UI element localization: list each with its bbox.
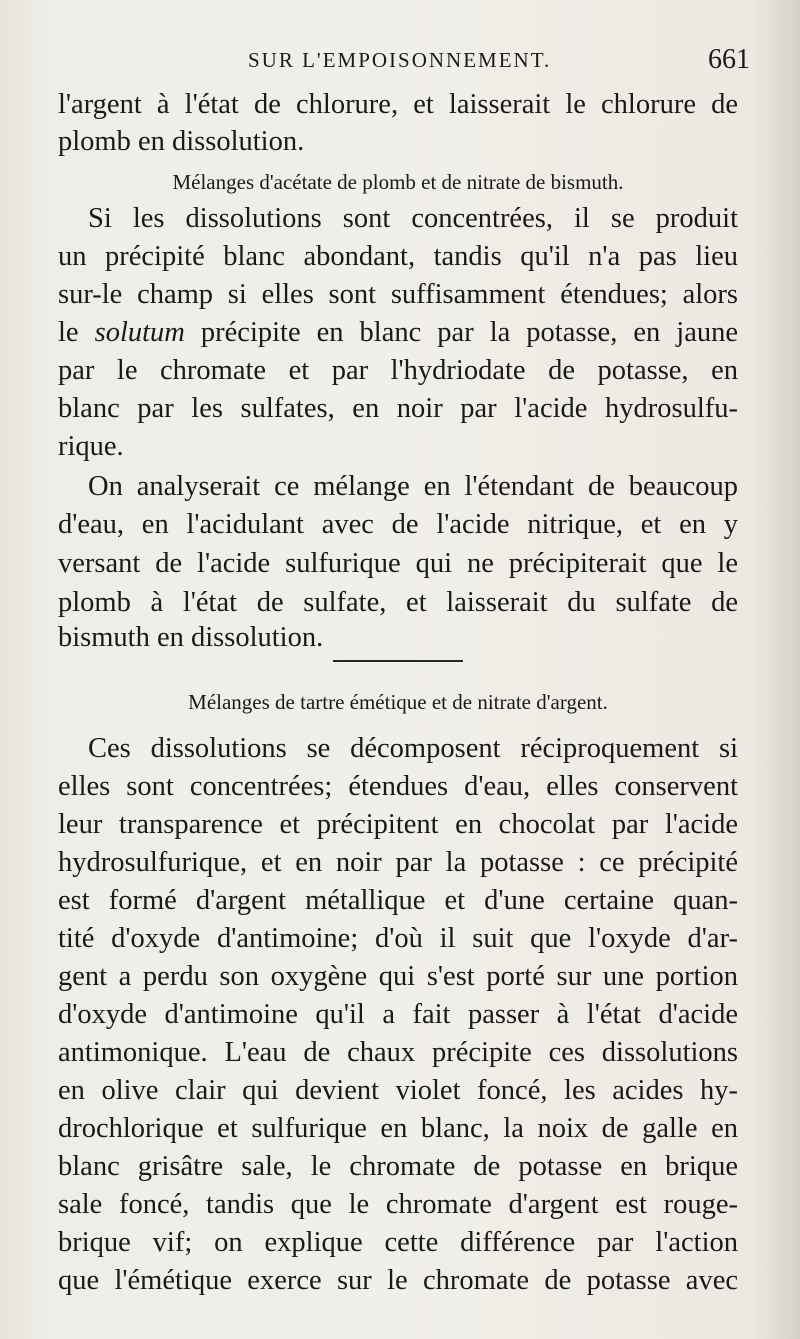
text-line: blanc par les sulfates, en noir par l'acide hydrosulfu- bbox=[58, 393, 738, 424]
text-line: par le chromate et par l'hydriodate de potasse, en bbox=[58, 355, 738, 386]
text-line: l'argent à l'état de chlorure, et laisserait le chlorure de bbox=[58, 89, 738, 120]
text-line: versant de l'acide sulfurique qui ne précipiterait que le bbox=[58, 548, 738, 579]
text-line: brique vif; on explique cette différence par l'action bbox=[58, 1227, 738, 1258]
text-fragment: précipite en blanc par la potasse, en jaune bbox=[184, 317, 738, 348]
text-line: est formé d'argent métallique et d'une certaine quan- bbox=[58, 885, 738, 916]
text-line: d'eau, en l'acidulant avec de l'acide nitrique, et en y bbox=[58, 509, 738, 540]
text-line: Ces dissolutions se décomposent réciproquement si bbox=[88, 733, 738, 764]
section-title: Mélanges de tartre émétique et de nitrate d'argent. bbox=[188, 690, 608, 714]
text-line: elles sont concentrées; étendues d'eau, elles conservent bbox=[58, 771, 738, 802]
text-line: plomb à l'état de sulfate, et laisserait du sulfate de bbox=[58, 587, 738, 618]
section-divider bbox=[333, 660, 463, 662]
section-title: Mélanges d'acétate de plomb et de nitrate de bismuth. bbox=[172, 170, 624, 194]
text-line: hydrosulfurique, et en noir par la potasse : ce précipité bbox=[58, 847, 738, 878]
text-line: plomb en dissolution. bbox=[58, 126, 305, 157]
text-line: gent a perdu son oxygène qui s'est porté sur une portion bbox=[58, 961, 738, 992]
page-header bbox=[50, 44, 750, 84]
italic-term: solutum bbox=[94, 317, 185, 348]
text-line bbox=[58, 314, 738, 351]
text-line: antimonique. L'eau de chaux précipite ces dissolutions bbox=[58, 1037, 738, 1068]
text-line: tité d'oxyde d'antimoine; d'où il suit que l'oxyde d'ar- bbox=[58, 923, 738, 954]
page-number: 661 bbox=[708, 44, 750, 75]
text-line: d'oxyde d'antimoine qu'il a fait passer à l'état d'acide bbox=[58, 999, 738, 1030]
text-line: drochlorique et sulfurique en blanc, la noix de galle en bbox=[58, 1113, 738, 1144]
text-line: bismuth en dissolution. bbox=[58, 622, 324, 653]
text-line: sale foncé, tandis que le chromate d'argent est rouge- bbox=[58, 1189, 738, 1220]
text-line: blanc grisâtre sale, le chromate de potasse en brique bbox=[58, 1151, 738, 1182]
text-fragment: le bbox=[58, 317, 95, 348]
running-head: SUR L'EMPOISONNEMENT. bbox=[248, 48, 552, 72]
text-line: Si les dissolutions sont concentrées, il se produit bbox=[88, 203, 738, 234]
text-line: On analyserait ce mélange en l'étendant de beaucoup bbox=[88, 471, 738, 502]
text-line: en olive clair qui devient violet foncé, les acides hy- bbox=[58, 1075, 738, 1106]
text-line: leur transparence et précipitent en chocolat par l'acide bbox=[58, 809, 738, 840]
text-line: un précipité blanc abondant, tandis qu'il n'a pas lieu bbox=[58, 241, 738, 272]
text-line: que l'émétique exerce sur le chromate de potasse avec bbox=[58, 1265, 738, 1296]
text-line: rique. bbox=[58, 431, 124, 462]
text-line: sur-le champ si elles sont suffisamment étendues; alors bbox=[58, 279, 738, 310]
